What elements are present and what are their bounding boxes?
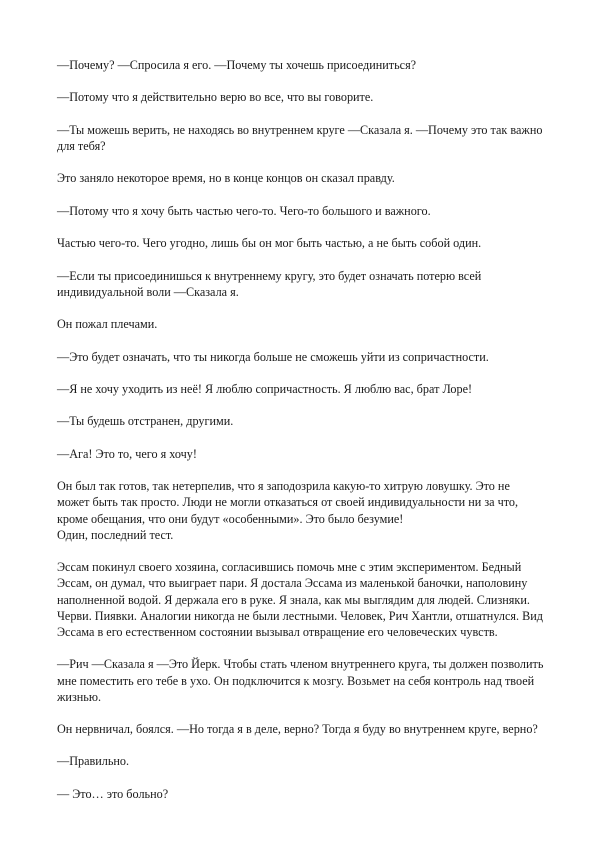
paragraph-17: Он нервничал, боялся. —Но тогда я в деле, верно? Тогда я буду во внутреннем круге, верно?: [57, 722, 538, 737]
paragraph-11: —Ты будешь отстранен, другими.: [57, 414, 234, 429]
paragraph-7: —Если ты присоединишься к внутреннему кругу, это будет означать потерю всей индивидуальной воли —Сказала я.: [57, 268, 482, 299]
paragraph-13: Он был так готов, так нетерпелив, что я заподозрила какую-то хитрую ловушку. Это не может быть так просто. Люди не могли отказаться от своей индивидуальности ни за что, кроме обещания, что они будут «особенными». Это было безумие!: [57, 479, 519, 526]
paragraph-9: —Это будет означать, что ты никогда больше не сможешь уйти из сопричастности.: [57, 349, 489, 364]
paragraph-18: —Правильно.: [57, 754, 130, 769]
paragraph-3: —Ты можешь верить, не находясь во внутреннем круге —Сказала я. —Почему это так важно для тебя?: [57, 122, 543, 153]
document-text: [57, 57, 545, 818]
paragraph-19: — Это… это больно?: [57, 786, 169, 801]
paragraph-16: —Рич —Сказала я —Это Йерк. Чтобы стать членом внутреннего круга, ты должен позволить мне поместить его тебе в ухо. Он подключится к мозгу. Возьмет на себя контроль над твоей жизнью.: [57, 657, 544, 704]
paragraph-12: —Ага! Это то, чего я хочу!: [57, 446, 197, 461]
paragraph-10: —Я не хочу уходить из неё! Я люблю сопричастность. Я люблю вас, брат Лоре!: [57, 381, 473, 396]
paragraph-15: Эссам покинул своего хозяина, согласившись помочь мне с этим экспериментом. Бедный Эссам, он думал, что выиграет пари. Я достала Эссама из маленькой баночки, наполовину наполненной водой. Я держала его в руке. Я знала, как мы выглядим для людей. Слизняки. Черви. Пиявки. Аналогии никогда не были лестными. Человек, Рич Хантли, отшатнулся. Вид Эссама в его естественном состоянии вызывал отвращение его человеческих чувств.: [57, 560, 543, 639]
paragraph-14: Один, последний тест.: [57, 527, 174, 542]
paragraph-8: Он пожал плечами.: [57, 317, 158, 332]
paragraph-2: —Потому что я действительно верю во все, что вы говорите.: [57, 90, 374, 105]
paragraph-4: Это заняло некоторое время, но в конце концов он сказал правду.: [57, 171, 395, 186]
paragraph-6: Частью чего-то. Чего угодно, лишь бы он мог быть частью, а не быть собой один.: [57, 236, 482, 251]
paragraph-1: —Почему? —Спросила я его. —Почему ты хочешь присоединиться?: [57, 58, 417, 72]
paragraph-5: —Потому что я хочу быть частью чего-то. Чего-то большого и важного.: [57, 203, 431, 218]
